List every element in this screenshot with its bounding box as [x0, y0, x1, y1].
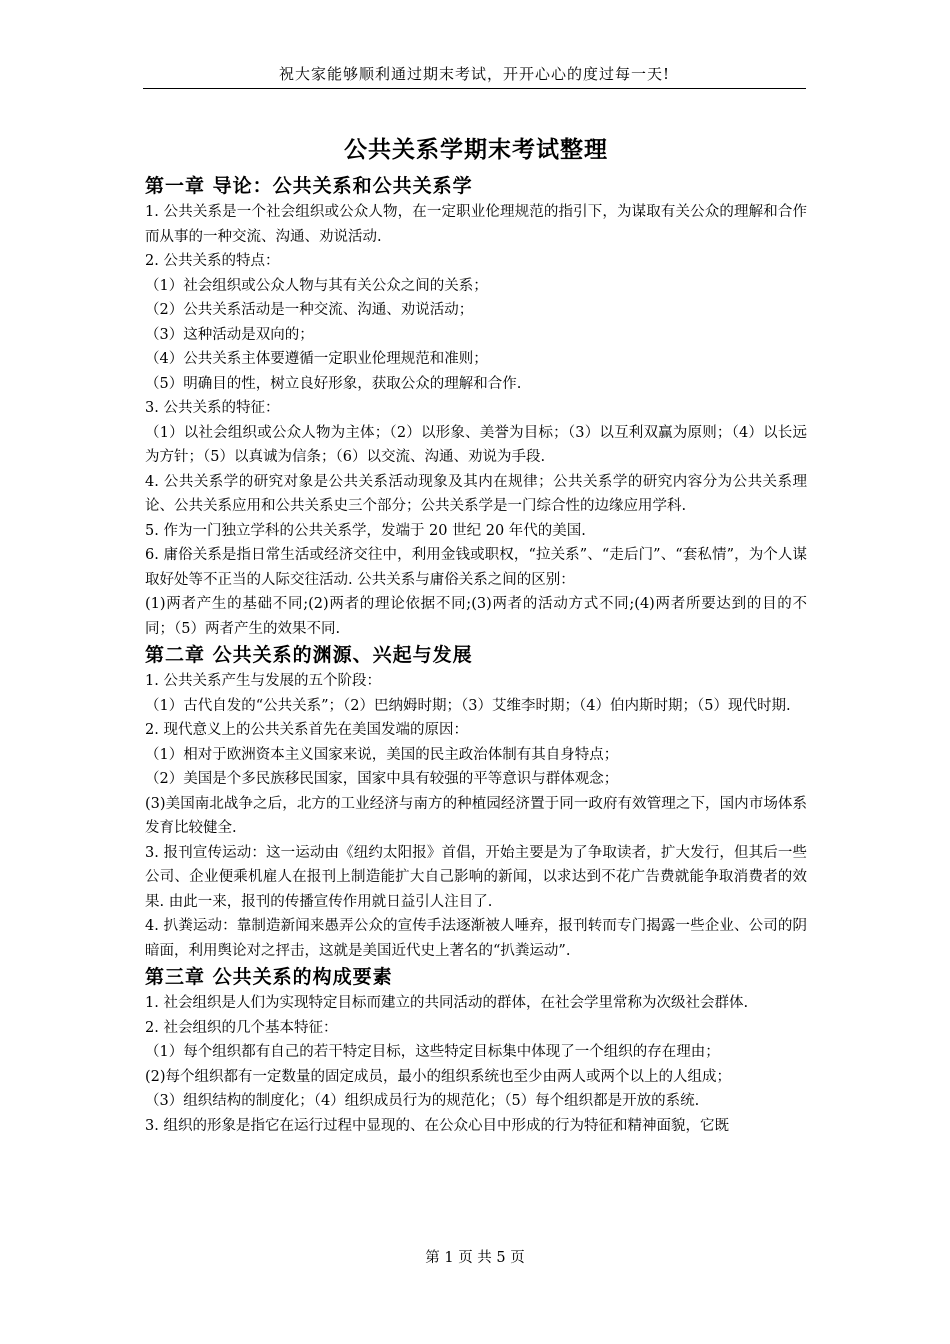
chapter-section — [145, 963, 807, 1138]
paragraph: （5）明确目的性，树立良好形象，获取公众的理解和合作. — [145, 375, 522, 392]
paragraph: （3）组织结构的制度化；（4）组织成员行为的规范化；（5）每个组织都是开放的系统. — [145, 1093, 700, 1109]
paragraph: 1. 公共关系是一个社会组织或公众人物，在一定职业伦理规范的指引下，为谋取有关公众的理解和合作而从事的一种交流、沟通、劝说活动. — [145, 204, 807, 245]
paragraph: 2. 公共关系的特点： — [145, 253, 280, 269]
paragraph: （2）公共关系活动是一种交流、沟通、劝说活动； — [145, 302, 474, 318]
chapter-heading: 第二章 公共关系的渊源、兴起与发展 — [145, 644, 473, 666]
chapter-section — [145, 641, 807, 963]
paragraph: 4. 扒粪运动：靠制造新闻来愚弄公众的宣传手法逐渐被人唾弃，报刊转而专门揭露一些企业、公司的阴暗面，利用舆论对之抨击，这就是美国近代史上著名的“扒粪运动”. — [145, 918, 807, 959]
paragraph: （4）公共关系主体要遵循一定职业伦理规范和准则； — [145, 351, 488, 367]
paragraph: 2. 现代意义上的公共关系首先在美国发端的原因： — [145, 722, 468, 738]
page-footer: 第 1 页 共 5 页 — [425, 1250, 525, 1266]
paragraph: 1. 公共关系产生与发展的五个阶段： — [145, 673, 381, 689]
paragraph: 3. 公共关系的特征： — [145, 400, 280, 416]
page-header: 祝大家能够顺利通过期末考试，开开心心的度过每一天! — [278, 65, 671, 83]
paragraph: （1）社会组织或公众人物与其有关公众之间的关系； — [145, 277, 488, 294]
paragraph: （1）每个组织都有自己的若干特定目标，这些特定目标集中体现了一个组织的存在理由； — [145, 1044, 720, 1060]
paragraph: （1）古代自发的“公共关系”；（2）巴纳姆时期；（3）艾维李时期；（4）伯内斯时期；（5）现代时期. — [145, 697, 791, 714]
paragraph: 5. 作为一门独立学科的公共关系学，发端于 20 世纪 20 年代的美国. — [145, 522, 586, 539]
paragraph: （2）美国是个多民族移民国家，国家中具有较强的平等意识与群体观念； — [145, 771, 619, 787]
paragraph: 1. 社会组织是人们为实现特定目标而建立的共同活动的群体，在社会学里常称为次级社会群体. — [145, 995, 749, 1011]
document-title: 公共关系学期末考试整理 — [344, 136, 608, 163]
header-divider — [143, 88, 806, 89]
paragraph: 3. 报刊宣传运动：这一运动由《纽约太阳报》首倡，开始主要是为了争取读者，扩大发行，但其后一些公司、企业便乘机雇人在报刊上制造能扩大自己影响的新闻，以求达到不花广告费就能争取消费者的效果. 由此一来，报刊的传播宣传作用就日益引人注目了. — [145, 844, 807, 910]
paragraph: （1）相对于欧洲资本主义国家来说，美国的民主政治体制有其自身特点； — [145, 746, 619, 763]
document-body — [145, 132, 807, 1138]
paragraph: （1）以社会组织或公众人物为主体；（2）以形象、美誉为目标；（3）以互利双赢为原则；（4）以长远为方针；（5）以真诚为信条；（6）以交流、沟通、劝说为手段. — [145, 424, 807, 465]
paragraph: 4. 公共关系学的研究对象是公共关系活动现象及其内在规律；公共关系学的研究内容分为公共关系理论、公共关系应用和公共关系史三个部分；公共关系学是一门综合性的边缘应用学科. — [145, 473, 807, 514]
paragraph: 3. 组织的形象是指它在运行过程中显现的、在公众心目中形成的行为特征和精神面貌，它既 — [145, 1117, 729, 1134]
paragraph: (1)两者产生的基础不同;(2)两者的理论依据不同;(3)两者的活动方式不同;(4)两者所要达到的目的不同；（5）两者产生的效果不同. — [145, 596, 807, 637]
chapter-section — [145, 172, 807, 641]
paragraph: (3)美国南北战争之后，北方的工业经济与南方的种植园经济置于同一政府有效管理之下，国内市场体系发育比较健全. — [145, 795, 807, 836]
paragraph: 2. 社会组织的几个基本特征： — [145, 1019, 338, 1036]
paragraph: 6. 庸俗关系是指日常生活或经济交往中，利用金钱或职权，“拉关系”、“走后门”、“套私情”，为个人谋取好处等不正当的人际交往活动. 公共关系与庸俗关系之间的区别： — [145, 547, 807, 588]
chapter-heading: 第一章 导论：公共关系和公共关系学 — [145, 175, 473, 197]
paragraph: （3）这种活动是双向的； — [145, 326, 314, 343]
paragraph: (2)每个组织都有一定数量的固定成员，最小的组织系统也至少由两人或两个以上的人组成； — [145, 1068, 732, 1085]
chapter-heading: 第三章 公共关系的构成要素 — [145, 966, 393, 988]
